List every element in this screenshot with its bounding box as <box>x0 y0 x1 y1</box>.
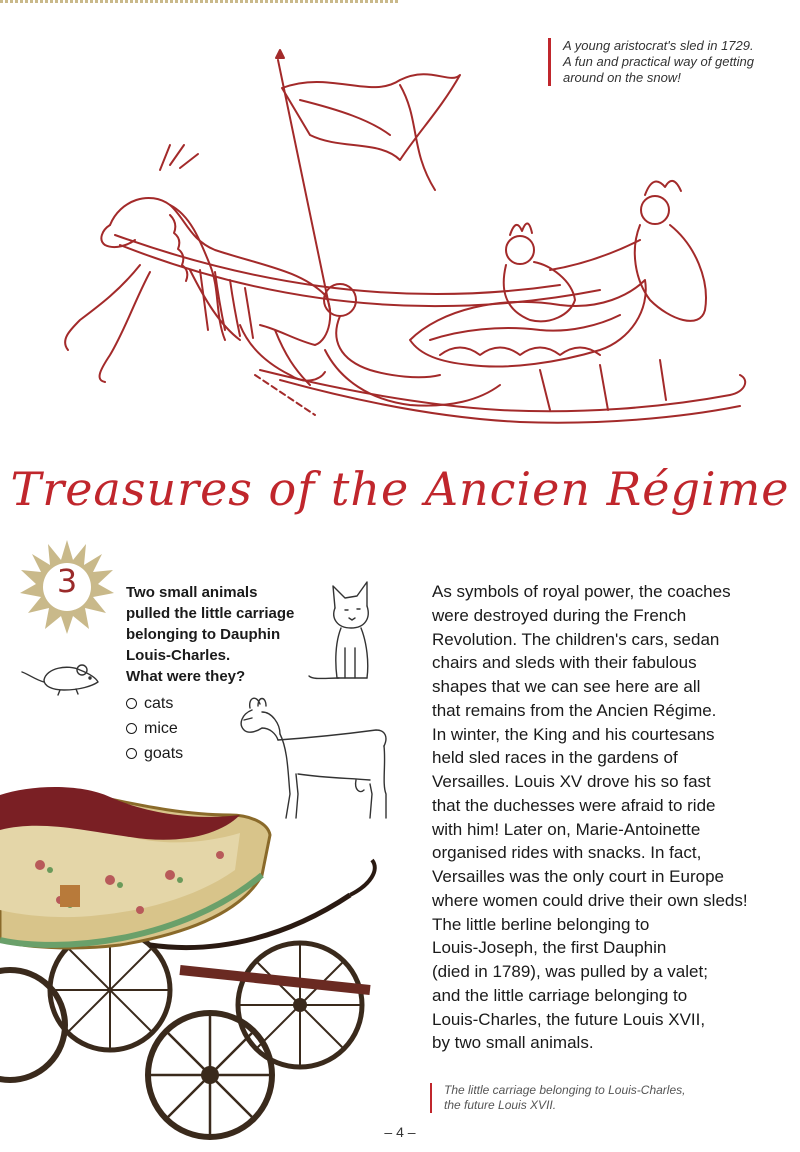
carriage-caption <box>430 1083 774 1113</box>
quiz-question-line: belonging to Dauphin <box>126 626 281 643</box>
body-line: that remains from the Ancien Régime. <box>432 700 717 720</box>
body-line: that the duchesses were afraid to ride <box>432 795 716 815</box>
quiz-question-line: Louis-Charles. <box>126 647 231 664</box>
quiz-option-label: cats <box>144 695 174 712</box>
body-line: The little berline belonging to <box>432 914 650 934</box>
body-line: Revolution. The children's cars, sedan <box>432 629 720 649</box>
sled-caption-line: around on the snow! <box>563 70 681 85</box>
body-line: by two small animals. <box>432 1033 594 1053</box>
quiz-question-line: What were they? <box>126 668 246 685</box>
body-line: with him! Later on, Marie-Antoinette <box>432 819 701 839</box>
body-line: held sled races in the gardens of <box>432 748 678 768</box>
body-line: and the little carriage belonging to <box>432 985 688 1005</box>
quiz-option-label: goats <box>144 745 184 762</box>
quiz-options <box>126 691 183 766</box>
body-line: In winter, the King and his courtesans <box>432 724 715 744</box>
radio-circle-icon[interactable] <box>126 748 137 759</box>
quiz-option-goats[interactable] <box>126 741 183 766</box>
body-line: (died in 1789), was pulled by a valet; <box>432 962 708 981</box>
body-line: shapes that we can see here are all <box>432 677 701 696</box>
body-line: were destroyed during the French <box>432 605 687 625</box>
page-number: – 4 – <box>384 1124 416 1140</box>
body-line: Versailles was the only court in Europe <box>432 867 724 886</box>
cat-drawing-icon <box>305 578 385 683</box>
radio-circle-icon[interactable] <box>126 698 137 709</box>
carriage-caption-line: The little carriage belonging to Louis-Charles, <box>444 1083 686 1097</box>
carriage-caption-line: the future Louis XVII. <box>444 1098 557 1112</box>
page-title: Treasures of the Ancien Régime <box>10 462 790 516</box>
body-line: where women could drive their own sleds! <box>432 890 748 910</box>
carriage-photo <box>0 775 390 1145</box>
sled-caption-line: A fun and practical way of getting <box>563 54 755 69</box>
mouse-drawing-icon <box>20 656 102 698</box>
body-line: Louis-Joseph, the first Dauphin <box>432 938 667 958</box>
sled-engraving-illustration <box>40 40 760 450</box>
body-line: Louis-Charles, the future Louis XVII, <box>432 1009 706 1029</box>
page-top-edge <box>0 0 400 3</box>
body-line: organised rides with snacks. In fact, <box>432 843 702 863</box>
quiz-question-line: Two small animals <box>126 584 258 601</box>
quiz-option-label: mice <box>144 720 178 737</box>
body-text <box>432 580 792 1055</box>
body-line: chairs and sleds with their fabulous <box>432 653 697 673</box>
sled-caption-line: A young aristocrat's sled in 1729. <box>563 38 754 53</box>
quiz-option-mice[interactable] <box>126 716 183 741</box>
quiz-number: 3 <box>56 562 78 600</box>
quiz-option-cats[interactable] <box>126 691 183 716</box>
quiz-question-line: pulled the little carriage <box>126 605 295 622</box>
quiz-question <box>126 582 326 687</box>
body-line: Versailles. Louis XV drove his so fast <box>432 772 711 791</box>
body-line: As symbols of royal power, the coaches <box>432 582 731 601</box>
radio-circle-icon[interactable] <box>126 723 137 734</box>
